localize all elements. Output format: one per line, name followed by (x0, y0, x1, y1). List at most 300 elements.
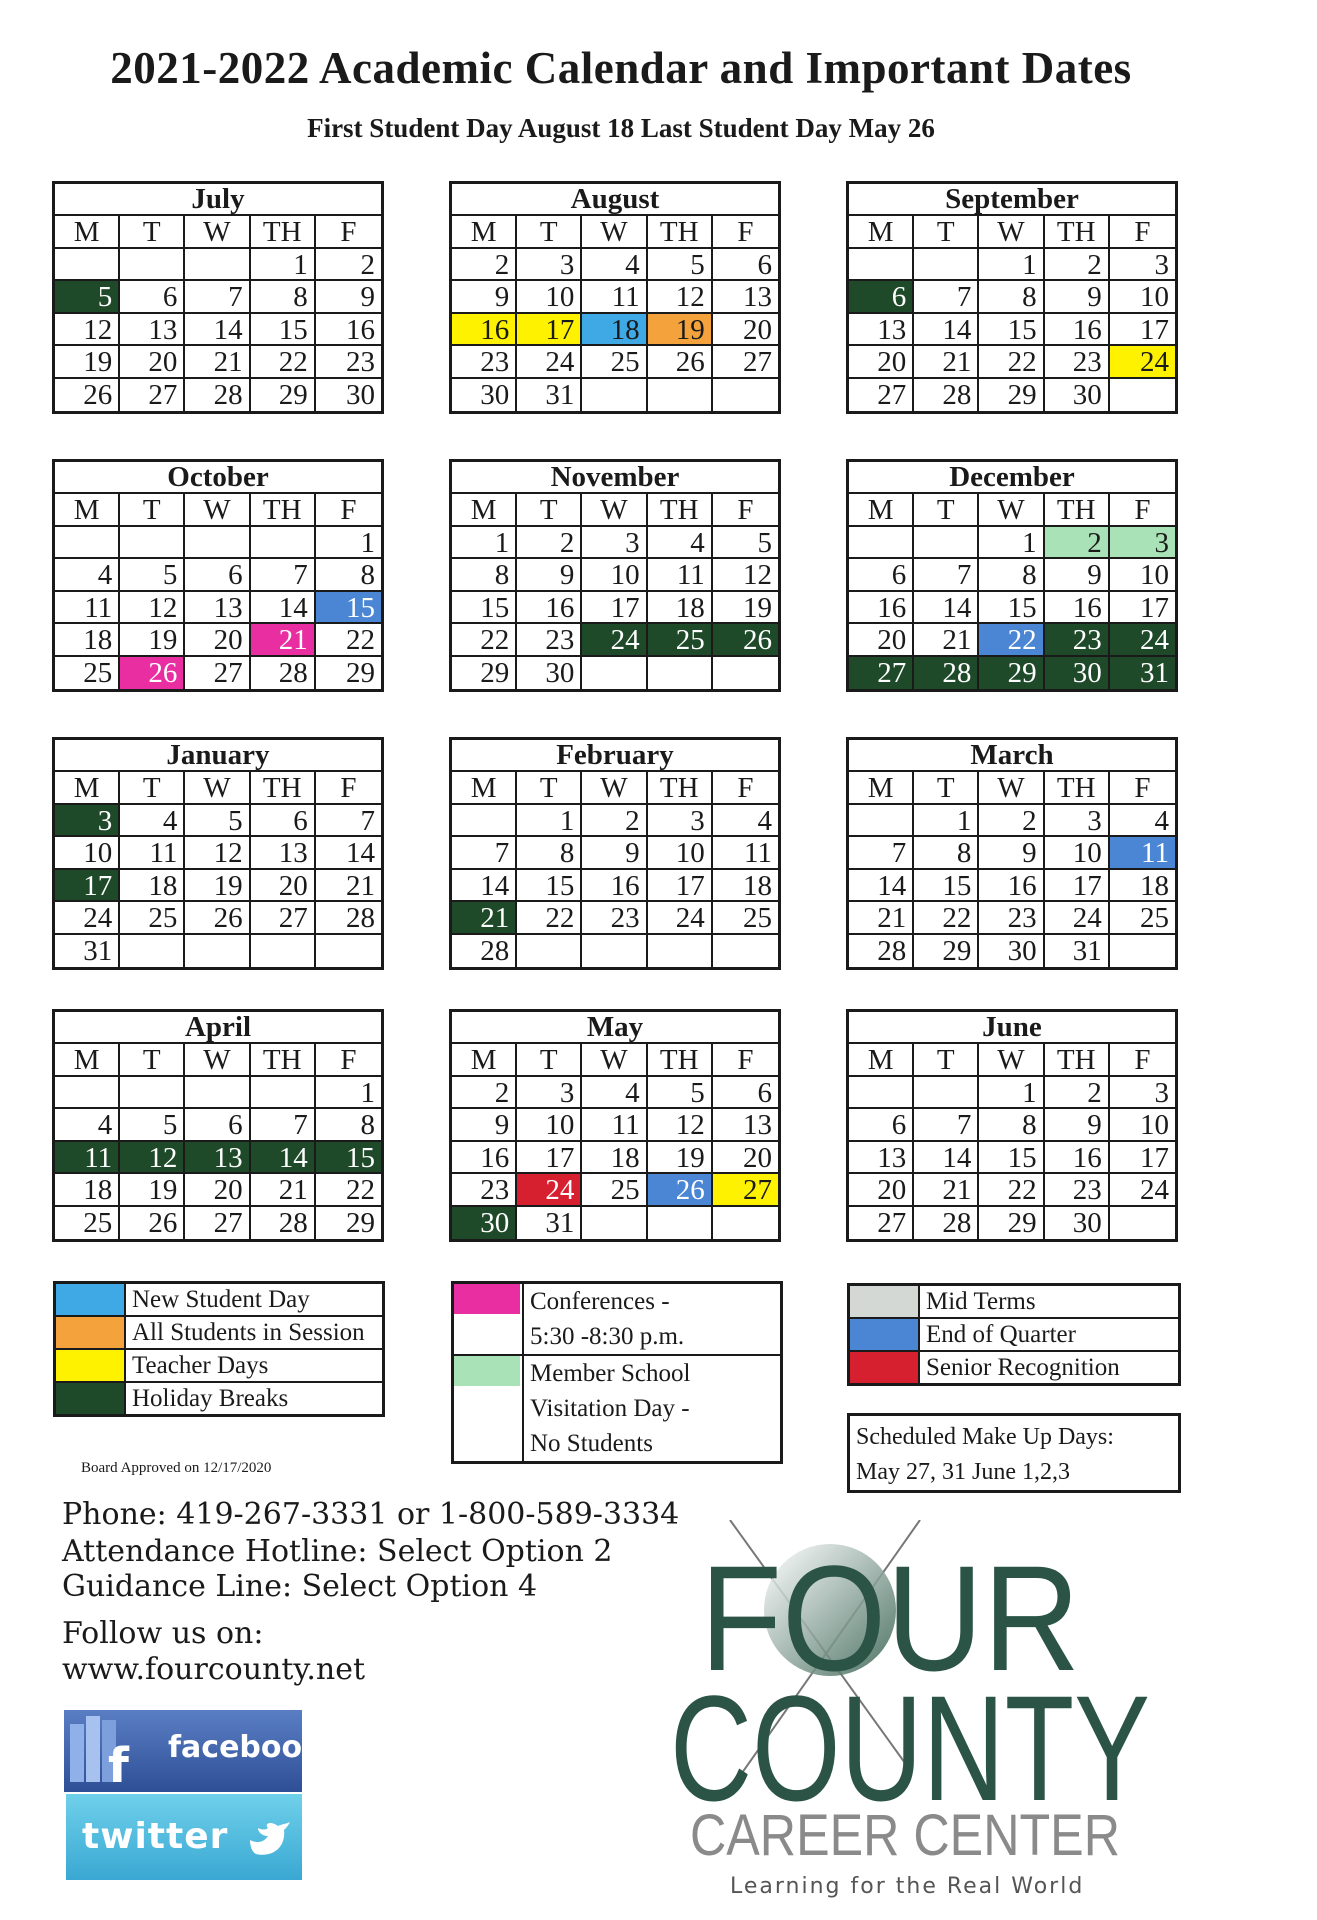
month-name: February (452, 740, 778, 772)
day-cell: 1 (251, 249, 316, 282)
day-header: W (185, 494, 250, 527)
day-cell: 2 (582, 805, 647, 838)
day-cell: 17 (1110, 592, 1175, 625)
day-header: T (120, 1044, 185, 1077)
day-header: W (582, 494, 647, 527)
day-header: F (316, 494, 381, 527)
empty-day-cell (713, 935, 778, 968)
week-row (849, 592, 1175, 625)
day-cell: 4 (582, 249, 647, 282)
day-cell: 27 (185, 657, 250, 690)
day-header-row (55, 772, 381, 805)
day-cell: 17 (648, 870, 713, 903)
legend-label: Holiday Breaks (132, 1385, 289, 1412)
day-cell: 20 (120, 346, 185, 379)
day-header: M (452, 216, 517, 249)
day-cell: 28 (914, 379, 979, 412)
day-header: M (55, 1044, 120, 1077)
day-cell: 30 (517, 657, 582, 690)
day-cell: 30 (452, 379, 517, 412)
day-cell: 8 (251, 281, 316, 314)
day-cell: 17 (582, 592, 647, 625)
day-header-row (849, 494, 1175, 527)
day-cell: 7 (914, 559, 979, 592)
week-row (849, 1109, 1175, 1142)
week-row (452, 624, 778, 657)
day-cell: 23 (979, 902, 1044, 935)
day-cell: 14 (452, 870, 517, 903)
day-cell: 3 (648, 805, 713, 838)
day-cell: 6 (120, 281, 185, 314)
day-cell: 14 (251, 592, 316, 625)
empty-day-cell (1110, 935, 1175, 968)
week-row (849, 1207, 1175, 1240)
legend-item (454, 1356, 780, 1461)
day-cell: 8 (316, 1109, 381, 1142)
day-cell: 13 (849, 314, 914, 347)
day-cell: 4 (120, 805, 185, 838)
day-cell: 20 (185, 624, 250, 657)
week-row (55, 805, 381, 838)
day-header-row (55, 216, 381, 249)
day-cell: 8 (979, 559, 1044, 592)
day-header: M (55, 216, 120, 249)
month-december (846, 459, 1178, 692)
empty-day-cell (582, 935, 647, 968)
week-row (452, 281, 778, 314)
day-cell: 26 (648, 346, 713, 379)
day-cell: 7 (316, 805, 381, 838)
day-cell: 19 (648, 314, 713, 347)
day-cell: 14 (316, 837, 381, 870)
day-cell: 28 (251, 657, 316, 690)
day-cell: 1 (452, 527, 517, 560)
day-cell: 13 (251, 837, 316, 870)
day-cell: 29 (345, 1206, 375, 1239)
day-cell: 2 (452, 249, 517, 282)
day-cell: 3 (517, 1077, 582, 1110)
day-cell: 28 (316, 902, 381, 935)
day-cell: 7 (914, 1109, 979, 1142)
day-cell: 8 (452, 559, 517, 592)
day-cell: 2 (452, 1077, 517, 1110)
month-february (449, 737, 781, 970)
day-header: T (120, 772, 185, 805)
day-cell: 24 (648, 902, 713, 935)
empty-day-cell (849, 527, 914, 560)
day-cell: 15 (914, 870, 979, 903)
day-cell: 22 (979, 346, 1044, 379)
day-cell: 21 (185, 346, 250, 379)
empty-day-cell (55, 1077, 120, 1110)
day-header: TH (1045, 494, 1110, 527)
legend-swatch (56, 1383, 126, 1414)
day-cell: 17 (1110, 1142, 1175, 1175)
day-cell: 15 (316, 592, 381, 625)
day-cell: 12 (648, 1109, 713, 1142)
day-cell: 20 (849, 624, 914, 657)
day-cell: 2 (1045, 527, 1110, 560)
empty-day-cell (648, 1207, 713, 1240)
week-row (452, 379, 778, 412)
month-january (52, 737, 384, 970)
legend-item (56, 1284, 382, 1317)
day-header: M (55, 772, 120, 805)
day-cell: 29 (979, 657, 1044, 690)
day-cell: 3 (1110, 249, 1175, 282)
day-header: T (914, 1044, 979, 1077)
empty-day-cell (849, 1077, 914, 1110)
day-cell: 19 (120, 1174, 185, 1207)
legend-swatch-cell (454, 1284, 524, 1354)
legend-item (56, 1350, 382, 1383)
day-header: TH (251, 1044, 316, 1077)
legend-swatch (850, 1286, 920, 1317)
week-row (849, 935, 1175, 968)
day-header: F (1110, 494, 1175, 527)
day-cell: 27 (713, 1174, 778, 1207)
legend-label-line: Conferences - (530, 1288, 670, 1315)
day-header: TH (251, 494, 316, 527)
legend-label: All Students in Session (132, 1319, 365, 1346)
day-cell: 23 (452, 1174, 517, 1207)
day-cell: 20 (849, 1174, 914, 1207)
day-cell: 21 (452, 902, 517, 935)
day-cell: 20 (185, 1174, 250, 1207)
day-cell: 27 (849, 1207, 914, 1240)
day-cell: 25 (55, 657, 120, 690)
day-cell: 10 (517, 1109, 582, 1142)
day-header: T (914, 216, 979, 249)
day-cell: 25 (713, 902, 778, 935)
day-header-row (849, 216, 1175, 249)
day-cell: 10 (1110, 1109, 1175, 1142)
day-header: F (713, 1044, 778, 1077)
day-cell: 7 (251, 1109, 316, 1142)
day-cell: 7 (914, 281, 979, 314)
day-cell: 24 (55, 902, 120, 935)
day-cell: 9 (452, 1109, 517, 1142)
week-row (452, 249, 778, 282)
empty-day-cell (452, 805, 517, 838)
day-cell: 22 (914, 902, 979, 935)
week-row (55, 559, 381, 592)
day-cell: 7 (251, 559, 316, 592)
day-cell: 1 (979, 527, 1044, 560)
day-cell: 11 (120, 837, 185, 870)
empty-day-cell (120, 935, 185, 968)
day-cell: 16 (1045, 592, 1110, 625)
month-name: January (55, 740, 381, 772)
day-cell: 2 (1045, 1077, 1110, 1110)
day-cell: 27 (713, 346, 778, 379)
empty-day-cell (55, 249, 120, 282)
empty-day-cell (582, 1207, 647, 1240)
day-cell: 27 (849, 657, 914, 690)
day-cell: 16 (979, 870, 1044, 903)
day-cell: 20 (849, 346, 914, 379)
day-cell: 25 (582, 346, 647, 379)
day-header: TH (648, 216, 713, 249)
day-cell: 5 (120, 559, 185, 592)
day-header: W (582, 1044, 647, 1077)
day-cell: 11 (55, 1142, 120, 1175)
legend-label: Senior Recognition (926, 1354, 1120, 1381)
day-cell: 25 (120, 902, 185, 935)
day-cell: 10 (1110, 281, 1175, 314)
day-cell: 5 (120, 1109, 185, 1142)
day-header-row (452, 1044, 778, 1077)
legend-label: Mid Terms (926, 1288, 1036, 1315)
day-header: TH (648, 1044, 713, 1077)
day-header: M (452, 494, 517, 527)
day-cell: 21 (914, 346, 979, 379)
logo-career-center: CAREER CENTER (690, 1803, 1120, 1868)
empty-day-cell (120, 249, 185, 282)
week-row (452, 935, 778, 968)
day-cell: 1 (979, 1077, 1044, 1110)
day-cell: 18 (1110, 870, 1175, 903)
logo-word-four: FOUR (700, 1534, 1080, 1702)
week-row (452, 805, 778, 838)
legend-label: End of Quarter (926, 1321, 1076, 1348)
day-cell: 9 (316, 281, 381, 314)
month-may (449, 1009, 781, 1242)
day-header: M (452, 772, 517, 805)
empty-day-cell (185, 527, 250, 560)
legend-swatch-cell (454, 1356, 524, 1461)
day-header: T (517, 772, 582, 805)
logo-word-county: COUNTY (670, 1664, 1150, 1832)
day-cell: 30 (1045, 1207, 1110, 1240)
day-cell: 18 (55, 1174, 120, 1207)
day-cell: 8 (979, 281, 1044, 314)
day-cell: 11 (1110, 837, 1175, 870)
day-cell: 14 (251, 1142, 316, 1175)
legend-label: New Student Day (132, 1286, 310, 1313)
day-cell: 4 (648, 527, 713, 560)
day-cell: 24 (517, 1174, 582, 1207)
day-header: T (517, 216, 582, 249)
empty-day-cell (713, 379, 778, 412)
day-cell: 11 (713, 837, 778, 870)
day-cell: 6 (251, 805, 316, 838)
svg-text:f: f (108, 1738, 129, 1792)
day-header: T (517, 494, 582, 527)
day-cell: 27 (251, 902, 316, 935)
facebook-icon (64, 1710, 134, 1792)
day-header: W (582, 216, 647, 249)
day-cell: 3 (55, 805, 120, 838)
day-cell: 25 (55, 1207, 120, 1240)
week-row (55, 314, 381, 347)
empty-day-cell (713, 1207, 778, 1240)
empty-day-cell (185, 249, 250, 282)
week-row (849, 379, 1175, 412)
day-cell: 13 (185, 592, 250, 625)
day-cell: 13 (120, 314, 185, 347)
day-header: W (185, 216, 250, 249)
page-title: 2021-2022 Academic Calendar and Important Dates (110, 43, 1132, 93)
website-link[interactable]: www.fourcounty.net (62, 1652, 366, 1687)
month-june (846, 1009, 1178, 1242)
day-cell: 10 (582, 559, 647, 592)
twitter-button[interactable] (66, 1794, 302, 1880)
day-cell: 14 (849, 870, 914, 903)
day-cell: 24 (582, 624, 647, 657)
legend-label-line: Member School (530, 1360, 691, 1387)
day-cell: 7 (452, 837, 517, 870)
day-cell: 5 (713, 527, 778, 560)
day-cell: 15 (452, 592, 517, 625)
day-cell: 22 (316, 624, 381, 657)
day-cell: 27 (849, 379, 914, 412)
day-header: TH (648, 772, 713, 805)
day-cell: 6 (849, 281, 914, 314)
legend-middle (451, 1281, 783, 1464)
week-row (452, 592, 778, 625)
day-cell: 19 (120, 624, 185, 657)
day-cell: 23 (517, 624, 582, 657)
day-header: T (517, 1044, 582, 1077)
day-cell: 22 (251, 346, 316, 379)
day-cell: 21 (251, 1174, 316, 1207)
empty-day-cell (914, 1077, 979, 1110)
day-cell: 30 (1045, 657, 1110, 690)
day-cell: 14 (914, 314, 979, 347)
week-row (55, 346, 381, 379)
empty-day-cell (713, 657, 778, 690)
month-name: September (849, 184, 1175, 216)
day-cell: 8 (316, 559, 381, 592)
day-cell: 19 (55, 346, 120, 379)
day-cell: 13 (849, 1142, 914, 1175)
day-header-row (452, 494, 778, 527)
day-header: TH (251, 772, 316, 805)
day-cell: 24 (1110, 624, 1175, 657)
day-cell: 28 (914, 1207, 979, 1240)
day-cell: 29 (914, 935, 979, 968)
week-row (452, 657, 778, 690)
day-cell: 21 (914, 624, 979, 657)
day-cell: 15 (979, 314, 1044, 347)
day-cell: 9 (1045, 559, 1110, 592)
day-cell: 2 (316, 249, 381, 282)
empty-day-cell (251, 527, 316, 560)
day-cell: 7 (849, 837, 914, 870)
legend-swatch (56, 1317, 126, 1348)
attendance-hotline: Attendance Hotline: Select Option 2 (62, 1534, 613, 1569)
phone-line: Phone: 419-267-3331 or 1-800-589-3334 (62, 1497, 680, 1532)
week-row (849, 1142, 1175, 1175)
day-cell: 21 (316, 870, 381, 903)
follow-us-label: Follow us on: (62, 1616, 264, 1651)
day-cell: 5 (648, 1077, 713, 1110)
day-cell: 10 (517, 281, 582, 314)
day-cell: 16 (452, 314, 517, 347)
day-cell: 3 (1110, 1077, 1175, 1110)
legend-swatch (56, 1284, 126, 1315)
week-row (55, 837, 381, 870)
week-row (452, 346, 778, 379)
day-cell: 29 (979, 379, 1044, 412)
week-row (849, 1174, 1175, 1207)
legend-label-line: No Students (530, 1430, 653, 1457)
day-header: F (1110, 772, 1175, 805)
day-header: M (849, 216, 914, 249)
month-name: October (55, 462, 381, 494)
day-header: T (120, 494, 185, 527)
day-cell: 23 (316, 346, 381, 379)
day-header: TH (251, 216, 316, 249)
day-cell: 30 (345, 378, 375, 411)
week-row (55, 249, 381, 282)
month-name: May (452, 1012, 778, 1044)
empty-day-cell (251, 1077, 316, 1110)
legend-item (850, 1352, 1178, 1383)
day-cell: 1 (517, 805, 582, 838)
week-row (55, 1109, 381, 1142)
empty-day-cell (1110, 379, 1175, 412)
empty-day-cell (55, 527, 120, 560)
day-header-row (849, 772, 1175, 805)
day-cell: 21 (914, 1174, 979, 1207)
week-row (55, 379, 381, 412)
empty-day-cell (582, 657, 647, 690)
empty-day-cell (648, 935, 713, 968)
week-row (849, 559, 1175, 592)
day-cell: 13 (185, 1142, 250, 1175)
day-header: W (582, 772, 647, 805)
day-cell: 17 (517, 1142, 582, 1175)
facebook-button[interactable] (64, 1710, 323, 1792)
day-cell: 31 (55, 935, 120, 968)
day-cell: 18 (55, 624, 120, 657)
day-cell: 29 (979, 1207, 1044, 1240)
day-cell: 19 (648, 1142, 713, 1175)
week-row (849, 1077, 1175, 1110)
day-cell: 1 (979, 249, 1044, 282)
day-cell: 21 (849, 902, 914, 935)
month-name: August (452, 184, 778, 216)
day-cell: 22 (979, 1174, 1044, 1207)
logo-graphic (660, 1520, 1180, 1900)
makeup-days-dates: May 27, 31 June 1,2,3 (856, 1459, 1070, 1485)
day-cell: 10 (1110, 559, 1175, 592)
day-cell: 8 (979, 1109, 1044, 1142)
month-name: November (452, 462, 778, 494)
day-cell: 8 (517, 837, 582, 870)
day-header-row (452, 772, 778, 805)
day-cell: 24 (1110, 346, 1175, 379)
day-cell: 24 (1045, 902, 1110, 935)
day-cell: 21 (251, 624, 316, 657)
day-cell: 12 (185, 837, 250, 870)
legend-item (56, 1317, 382, 1350)
day-cell: 26 (120, 657, 185, 690)
legend-swatch (454, 1284, 520, 1314)
day-header: TH (1045, 772, 1110, 805)
week-row (452, 559, 778, 592)
day-cell: 18 (582, 314, 647, 347)
day-cell: 15 (316, 1142, 381, 1175)
day-header: T (120, 216, 185, 249)
day-cell: 3 (582, 527, 647, 560)
day-cell: 17 (517, 314, 582, 347)
day-cell: 5 (185, 805, 250, 838)
empty-day-cell (120, 527, 185, 560)
week-row (55, 1207, 381, 1240)
